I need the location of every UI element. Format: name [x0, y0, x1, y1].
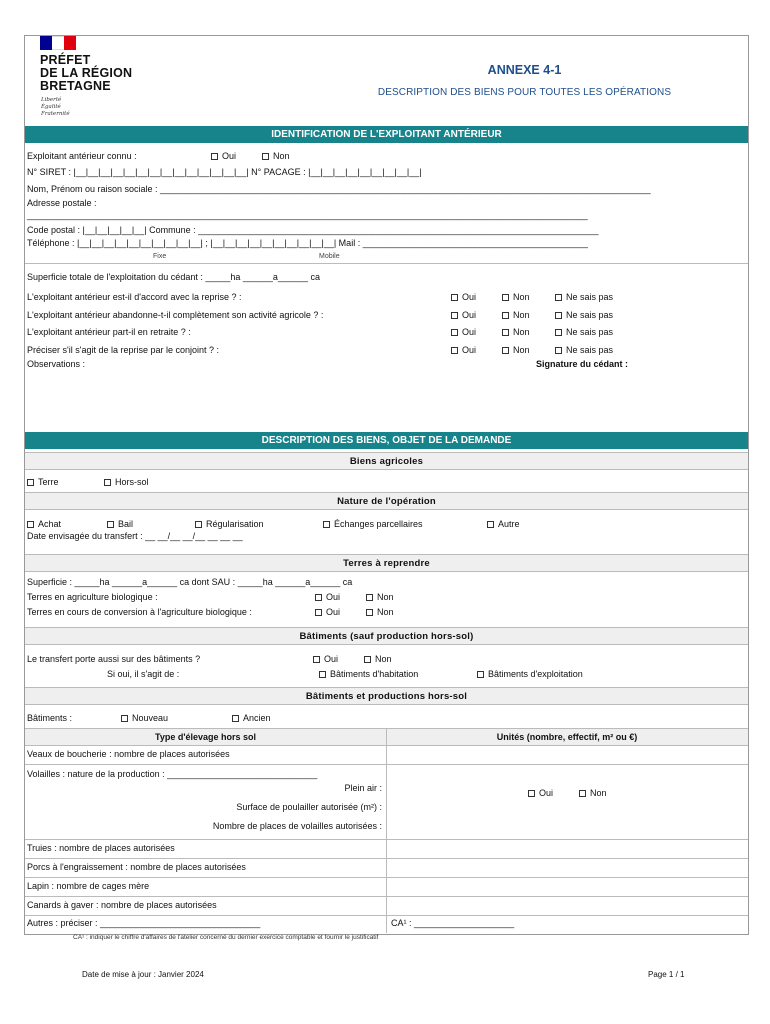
row-divider — [25, 896, 748, 897]
option-label: Oui — [462, 310, 477, 320]
org-line-2: DE LA RÉGION — [40, 66, 133, 80]
option-label: Ne sais pas — [566, 327, 614, 337]
superficie-cedant-field[interactable]: Superficie totale de l'exploitation du cédant : _____ha ______a______ ca — [27, 272, 320, 282]
accord-nsp-option[interactable] — [555, 292, 613, 303]
regularisation-option[interactable] — [195, 519, 264, 530]
option-label: Autre — [498, 519, 520, 529]
si-oui-label: Si oui, il s'agit de : — [107, 669, 180, 679]
abandon-oui-checkbox[interactable] — [451, 312, 458, 319]
fixe-caption: Fixe — [153, 253, 167, 260]
ca-field[interactable]: CA¹ : ____________________ — [391, 918, 515, 928]
truies-row-label: Truies : nombre de places autorisées — [27, 843, 175, 853]
org-line-1: PRÉFET — [40, 53, 91, 67]
bio-oui-checkbox[interactable] — [315, 594, 322, 601]
connu-oui-option[interactable] — [211, 151, 236, 162]
option-label: Échanges parcellaires — [334, 519, 423, 529]
siret-pacage-field[interactable]: N° SIRET : |__|__|__|__|__|__|__|__|__|__|__|__|__|__| N° PACAGE : |__|__|__|__|__|__|__|__|__| — [27, 167, 422, 177]
terres-reprendre-header: Terres à reprendre — [25, 554, 748, 572]
hors-sol-checkbox[interactable] — [104, 479, 111, 486]
option-label: Nouveau — [132, 713, 169, 723]
section-exploitant-anterieur-title: IDENTIFICATION DE L'EXPLOITANT ANTÉRIEUR — [25, 126, 748, 143]
org-line-3: BRETAGNE — [40, 79, 111, 93]
question-retraite: L'exploitant antérieur part-il en retraite ? : — [27, 327, 191, 337]
code-postal-commune-field[interactable]: Code postal : |__|__|__|__|__| Commune : ________________________________________________________________________________ — [27, 225, 599, 235]
page-number: Page 1 / 1 — [648, 970, 685, 979]
section-description-biens-title: DESCRIPTION DES BIENS, OBJET DE LA DEMANDE — [25, 432, 748, 449]
veaux-row-label: Veaux de boucherie : nombre de places autorisées — [27, 749, 230, 759]
motto-line-2: Égalité — [41, 104, 61, 110]
batiments-non-option[interactable] — [364, 654, 392, 665]
abandon-non-option[interactable] — [502, 310, 530, 321]
option-label: Oui — [462, 345, 477, 355]
option-label: Non — [513, 310, 530, 320]
achat-checkbox[interactable] — [27, 521, 34, 528]
mobile-caption: Mobile — [319, 253, 340, 260]
accord-non-option[interactable] — [502, 292, 530, 303]
option-label: Oui — [324, 654, 339, 664]
retraite-oui-checkbox[interactable] — [451, 329, 458, 336]
row-divider — [25, 745, 748, 746]
option-label: Non — [513, 292, 530, 302]
canards-row-label: Canards à gaver : nombre de places autorisées — [27, 900, 217, 910]
annex-subtitle: DESCRIPTION DES BIENS POUR TOUTES LES OPÉRATIONS — [377, 87, 672, 98]
col-unites-header: Unités (nombre, effectif, m² ou €) — [496, 732, 638, 742]
conjoint-non-checkbox[interactable] — [502, 347, 509, 354]
option-label: Non — [375, 654, 392, 664]
accord-oui-checkbox[interactable] — [451, 294, 458, 301]
connu-non-checkbox[interactable] — [262, 153, 269, 160]
porcs-row-label: Porcs à l'engraissement : nombre de places autorisées — [27, 862, 246, 872]
option-label: Ne sais pas — [566, 310, 614, 320]
conversion-oui-option[interactable] — [315, 607, 340, 618]
question-conjoint: Préciser s'il s'agit de la reprise par le conjoint ? : — [27, 345, 220, 355]
question-accord: L'exploitant antérieur est-il d'accord avec la reprise ? : — [27, 292, 242, 302]
divider — [25, 263, 748, 264]
option-label: Régularisation — [206, 519, 264, 529]
ancien-option[interactable] — [232, 713, 271, 724]
accord-nsp-checkbox[interactable] — [555, 294, 562, 301]
adresse-label: Adresse postale : — [27, 198, 97, 208]
autres-row-field[interactable]: Autres : préciser : ________________________________ — [27, 918, 261, 928]
annex-title: ANNEXE 4-1 — [487, 63, 562, 77]
connu-oui-checkbox[interactable] — [211, 153, 218, 160]
option-label: Ne sais pas — [566, 345, 614, 355]
bail-option[interactable] — [107, 519, 133, 530]
autre-checkbox[interactable] — [487, 521, 494, 528]
places-volailles-label: Nombre de places de volailles autorisées : — [212, 821, 382, 831]
conjoint-nsp-option[interactable] — [555, 345, 613, 356]
option-label: Non — [377, 592, 394, 602]
lapin-row-label: Lapin : nombre de cages mère — [27, 881, 150, 891]
conjoint-oui-checkbox[interactable] — [451, 347, 458, 354]
update-date: Date de mise à jour : Janvier 2024 — [82, 970, 204, 979]
plein-air-oui-checkbox[interactable] — [528, 790, 535, 797]
connu-non-label: Non — [273, 151, 290, 161]
table-column-divider — [386, 729, 387, 933]
bat-exploitation-checkbox[interactable] — [477, 671, 484, 678]
batiments-oui-option[interactable] — [313, 654, 338, 665]
adresse-field[interactable]: ________________________________________________________________________________________________________________ — [27, 210, 588, 220]
option-label: Bâtiments d'habitation — [330, 669, 419, 679]
echanges-checkbox[interactable] — [323, 521, 330, 528]
option-label: Bail — [118, 519, 134, 529]
bio-non-option[interactable] — [366, 592, 394, 603]
retraite-non-option[interactable] — [502, 327, 530, 338]
batiments-header: Bâtiments (sauf production hors-sol) — [25, 627, 748, 645]
nom-field[interactable]: Nom, Prénom ou raison sociale : __________________________________________________________________________________________________ — [27, 184, 651, 194]
echanges-option[interactable] — [323, 519, 423, 530]
option-label: Non — [377, 607, 394, 617]
abandon-nsp-option[interactable] — [555, 310, 613, 321]
accord-non-checkbox[interactable] — [502, 294, 509, 301]
option-label: Oui — [462, 327, 477, 337]
motto-line-3: Fraternité — [41, 111, 70, 117]
option-label: Hors-sol — [115, 477, 149, 487]
option-label: Ne sais pas — [566, 292, 614, 302]
option-label: Oui — [462, 292, 477, 302]
signature-cedant-label: Signature du cédant : — [536, 359, 629, 369]
plein-air-label: Plein air : — [344, 783, 382, 793]
row-divider — [25, 764, 748, 765]
nature-operation-header: Nature de l'opération — [25, 492, 748, 510]
superficie-terres-field[interactable]: Superficie : _____ha ______a______ ca dont SAU : _____ha ______a______ ca — [27, 577, 353, 587]
hors-sol-option[interactable] — [104, 477, 149, 488]
row-divider — [25, 858, 748, 859]
bail-checkbox[interactable] — [107, 521, 114, 528]
retraite-nsp-checkbox[interactable] — [555, 329, 562, 336]
bat-habitation-option[interactable] — [319, 669, 418, 680]
option-label: Ancien — [243, 713, 271, 723]
autre-option[interactable] — [487, 519, 520, 530]
biens-agricoles-header: Biens agricoles — [25, 452, 748, 470]
plein-air-non-option[interactable] — [579, 788, 607, 799]
row-divider — [25, 839, 748, 840]
retraite-nsp-option[interactable] — [555, 327, 613, 338]
ca-footnote: CA¹ : indiquer le chiffre d'affaires de l'atelier concerné du dernier exercice comptable et fournir le justificatif — [73, 934, 379, 941]
retraite-non-checkbox[interactable] — [502, 329, 509, 336]
conversion-oui-checkbox[interactable] — [315, 609, 322, 616]
exploitant-connu-label: Exploitant antérieur connu : — [27, 151, 137, 161]
option-label: Oui — [326, 607, 341, 617]
transfert-batiments-label: Le transfert porte aussi sur des bâtiments ? — [27, 654, 201, 664]
achat-option[interactable] — [27, 519, 61, 530]
observations-label: Observations : — [27, 359, 86, 369]
option-label: Achat — [38, 519, 62, 529]
bio-non-checkbox[interactable] — [366, 594, 373, 601]
conjoint-non-option[interactable] — [502, 345, 530, 356]
conjoint-nsp-checkbox[interactable] — [555, 347, 562, 354]
nouveau-checkbox[interactable] — [121, 715, 128, 722]
col-type-header: Type d'élevage hors sol — [154, 732, 256, 742]
batiments-label: Bâtiments : — [27, 713, 73, 723]
date-transfert-field[interactable]: Date envisagée du transfert : __ __/__ __/__ __ __ __ — [27, 531, 243, 541]
row-divider — [25, 877, 748, 878]
connu-non-option[interactable] — [262, 151, 290, 162]
option-label: Non — [513, 345, 530, 355]
surface-poulailler-label: Surface de poulailler autorisée (m²) : — [236, 802, 382, 812]
conversion-non-checkbox[interactable] — [366, 609, 373, 616]
retraite-oui-option[interactable] — [451, 327, 476, 338]
abandon-oui-option[interactable] — [451, 310, 476, 321]
telephone-mail-field[interactable]: Téléphone : |__|__|__|__|__|__|__|__|__|__| ; |__|__|__|__|__|__|__|__|__|__| Mail : _____________________________________________ — [27, 238, 588, 248]
bat-exploitation-option[interactable] — [477, 669, 583, 680]
abandon-nsp-checkbox[interactable] — [555, 312, 562, 319]
terres-bio-label: Terres en agriculture biologique : — [27, 592, 158, 602]
batiments-oui-checkbox[interactable] — [313, 656, 320, 663]
motto-line-1: Liberté — [41, 97, 62, 103]
form-page — [24, 35, 749, 935]
ancien-checkbox[interactable] — [232, 715, 239, 722]
option-label: Oui — [539, 788, 554, 798]
plein-air-non-checkbox[interactable] — [579, 790, 586, 797]
option-label: Non — [590, 788, 607, 798]
volailles-row-label[interactable]: Volailles : nature de la production : ______________________________ — [27, 769, 318, 779]
terre-checkbox[interactable] — [27, 479, 34, 486]
accord-oui-option[interactable] — [451, 292, 476, 303]
question-abandon: L'exploitant antérieur abandonne-t-il complètement son activité agricole ? : — [27, 310, 324, 320]
bat-habitation-checkbox[interactable] — [319, 671, 326, 678]
option-label: Oui — [326, 592, 341, 602]
plein-air-oui-option[interactable] — [528, 788, 553, 799]
row-divider — [25, 915, 748, 916]
conjoint-oui-option[interactable] — [451, 345, 476, 356]
option-label: Non — [513, 327, 530, 337]
nouveau-option[interactable] — [121, 713, 168, 724]
terres-conversion-label: Terres en cours de conversion à l'agriculture biologique : — [27, 607, 252, 617]
terre-option[interactable] — [27, 477, 59, 488]
connu-oui-label: Oui — [222, 151, 237, 161]
batiments-non-checkbox[interactable] — [364, 656, 371, 663]
conversion-non-option[interactable] — [366, 607, 394, 618]
batiments-hors-sol-header: Bâtiments et productions hors-sol — [25, 687, 748, 705]
bio-oui-option[interactable] — [315, 592, 340, 603]
option-label: Terre — [38, 477, 59, 487]
abandon-non-checkbox[interactable] — [502, 312, 509, 319]
option-label: Bâtiments d'exploitation — [488, 669, 583, 679]
regularisation-checkbox[interactable] — [195, 521, 202, 528]
